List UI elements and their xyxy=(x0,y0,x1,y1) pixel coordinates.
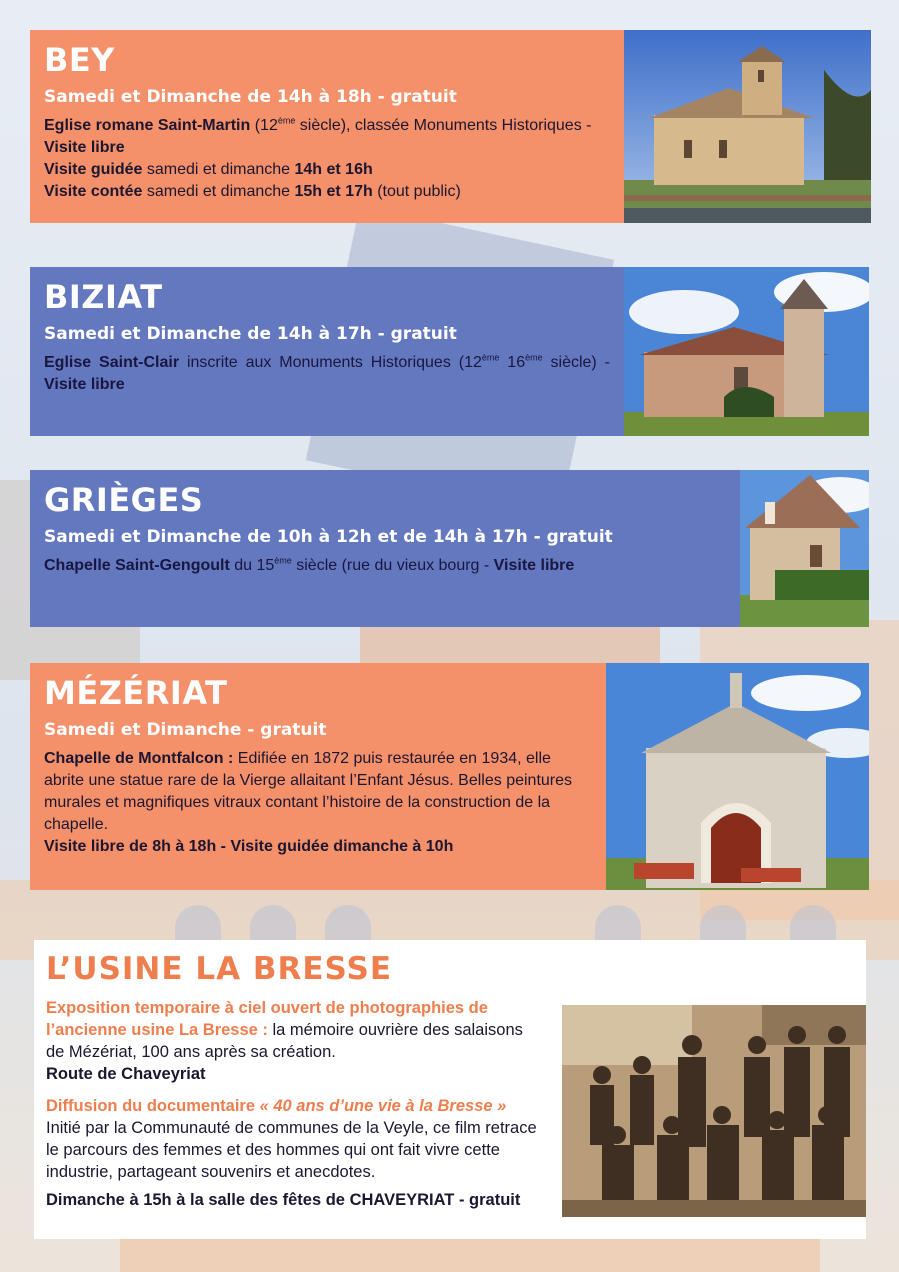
section-description: Eglise romane Saint-Martin (12ème siècle), classée Monuments Historiques - Visite libre Visite guidée samedi et dimanche 14h et 16h Visite contée samedi et dimanche 15h et 17h (tout public) xyxy=(44,115,592,200)
section-title: GRIÈGES xyxy=(44,481,204,519)
chapel-montfalcon-photo xyxy=(606,663,869,890)
section-title: MÉZÉRIAT xyxy=(44,674,228,712)
church-bey-photo xyxy=(624,30,871,223)
section-description: Eglise Saint-Clair inscrite aux Monuments Historiques (12ème 16ème siècle) - Visite libre xyxy=(44,352,610,393)
church-biziat-photo xyxy=(624,267,869,436)
section-grieges xyxy=(30,470,740,627)
section-description: Chapelle Saint-Gengoult du 15ème siècle (rue du vieux bourg - Visite libre xyxy=(44,555,575,574)
section-description: Chapelle de Montfalcon : Edifiée en 1872 puis restaurée en 1934, elle abrite une statue rare de la Vierge allaitant l’Enfant Jésus. Belles peintures murales et magnifiques vitraux contant l’histoire de la construction de la chapelle. Visite libre de 8h à 18h - Visite guidée dimanche à 10h xyxy=(44,750,573,855)
usine-title: L’USINE LA BRESSE xyxy=(46,951,392,987)
section-schedule: Samedi et Dimanche de 14h à 17h - gratuit xyxy=(44,324,457,344)
section-title: BIZIAT xyxy=(44,278,163,316)
usine-documentary-text: Initié par la Communauté de communes de la Veyle, ce film retrace le parcours des femmes et des hommes qui ont fait vivre cette industrie, partageant souvenirs et anecdotes. xyxy=(46,1119,537,1181)
section-schedule: Samedi et Dimanche de 14h à 18h - gratuit xyxy=(44,87,457,107)
chapel-grieges-photo xyxy=(740,470,869,627)
section-schedule: Samedi et Dimanche - gratuit xyxy=(44,720,327,740)
section-meziat xyxy=(30,663,606,890)
usine-documentary: Diffusion du documentaire « 40 ans d’une vie à la Bresse » xyxy=(46,1097,507,1115)
usine-workers-photo xyxy=(562,1005,866,1217)
usine-exhibition: Exposition temporaire à ciel ouvert de photographies de l’ancienne usine La Bresse : la mémoire ouvrière des salaisons de Mézériat, 100 ans après sa création. xyxy=(46,999,523,1061)
section-title: BEY xyxy=(44,41,115,79)
section-bey xyxy=(30,30,624,223)
usine-route: Route de Chaveyriat xyxy=(46,1065,206,1083)
usine-screening: Dimanche à 15h à la salle des fêtes de CHAVEYRIAT - gratuit xyxy=(46,1191,521,1209)
section-biziat xyxy=(30,267,624,436)
section-schedule: Samedi et Dimanche de 10h à 12h et de 14h à 17h - gratuit xyxy=(44,527,613,547)
